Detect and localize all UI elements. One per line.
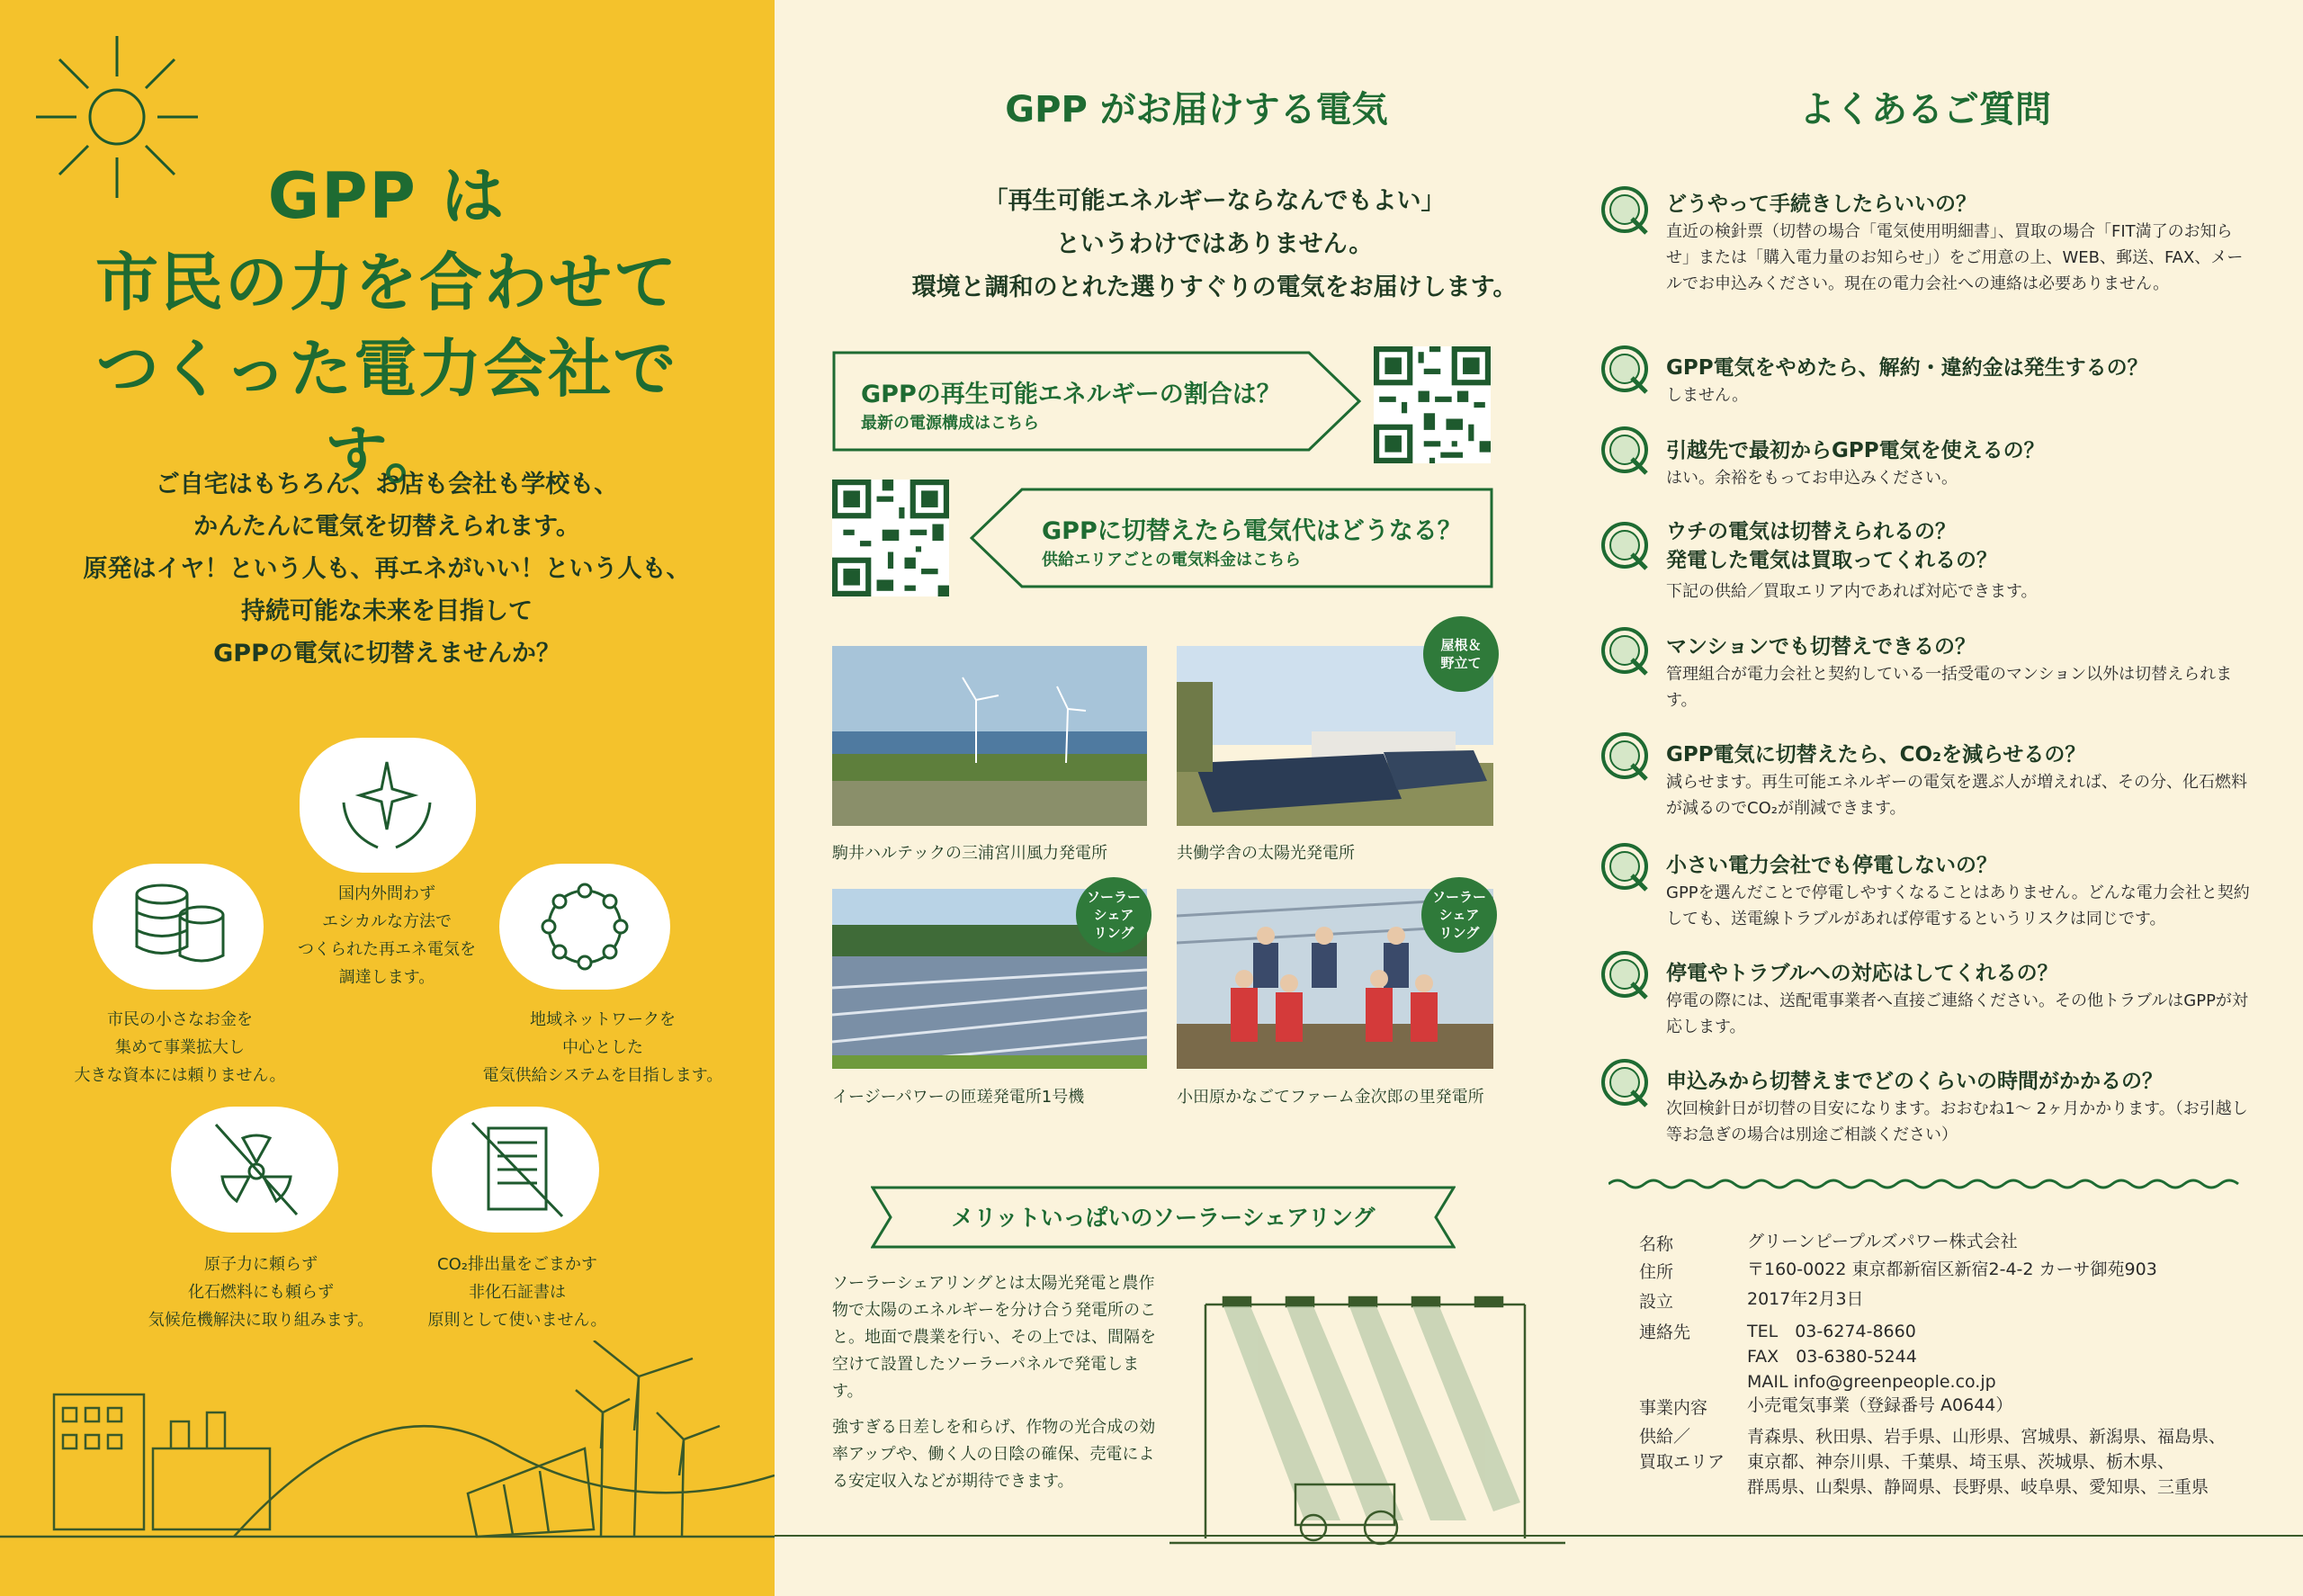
q-icon bbox=[1600, 949, 1653, 1003]
badge-solar-sharing: ソーラー シェア リング bbox=[1421, 877, 1497, 953]
ground-line bbox=[775, 1534, 2303, 1552]
info-label: 設立 bbox=[1639, 1292, 1674, 1312]
photo-caption: 小田原かなごてファーム金次郎の里発電所 bbox=[1177, 1088, 1484, 1107]
faq-answer: はい。余裕をもってお申込みください。 bbox=[1666, 469, 1958, 488]
qr-code-price[interactable] bbox=[832, 480, 949, 596]
q-icon bbox=[1600, 731, 1653, 785]
faq-question: 小さい電力会社でも停電しないの？ bbox=[1666, 854, 1997, 877]
faq-answer: 下記の供給／買取エリア内であれば対応できます。 bbox=[1666, 582, 2038, 601]
feature-text: 市民の小さなお金を 集めて事業拡大し 大きな資本には頼りません。 bbox=[74, 1010, 286, 1085]
info-label: 事業内容 bbox=[1639, 1398, 1708, 1418]
feature-text: CO₂排出量をごまかす 非化石証書は 原則として使いません。 bbox=[427, 1255, 607, 1330]
info-value: 小売電気事業（登録番号 A0644） bbox=[1747, 1395, 2013, 1415]
faq-answer: 次回検針日が切替の目安になります。おおむね1〜 2ヶ月かかります。（お引越し等お急ぎの場合は別途ご相談ください） bbox=[1666, 1099, 2248, 1144]
feature-text: 国内外問わず エシカルな方法で つくられた再エネ電気を 調達します。 bbox=[298, 884, 476, 987]
photo-caption: 駒井ハルテックの三浦宮川風力発電所 bbox=[832, 844, 1107, 863]
faq-question: 申込みから切替えまでどのくらいの時間がかかるの？ bbox=[1666, 1070, 2163, 1093]
faq-answer: GPPを選んだことで停電しやすくなることはありません。どんな電力会社と契約しても、送電線トラブルがあれば停電するというリスクは同じです。 bbox=[1666, 883, 2250, 928]
area-value: 青森県、秋田県、岩手県、山形県、宮城県、新潟県、福島県、 東京都、神奈川県、千葉県、埼玉県、茨城県、栃木県、 群馬県、山梨県、静岡県、長野県、岐阜県、愛知県、三重県 bbox=[1747, 1427, 2227, 1497]
solar-sharing-illustration bbox=[1169, 1287, 1565, 1556]
no-nuclear-icon bbox=[202, 1116, 310, 1224]
faq-question: GPP電気に切替えたら、CO₂を減らせるの？ bbox=[1666, 743, 2086, 767]
coins-stack-icon bbox=[126, 874, 234, 973]
left-panel bbox=[0, 0, 775, 1596]
network-ring-icon bbox=[531, 873, 639, 981]
q-icon bbox=[1600, 625, 1653, 679]
faq-answer: 直近の検針票（切替の場合「電気使用明細書」、買取の場合「FIT満了のお知らせ」または「購入電力量のお知らせ」）をご用意の上、WEB、郵送、FAX、メールでお申込みください。現在の電力会社への連絡は必要ありません。 bbox=[1666, 222, 2244, 293]
no-certificate-icon bbox=[463, 1116, 571, 1224]
landscape-illustration bbox=[0, 1340, 775, 1596]
price-sub: 供給エリアごとの電気料金はこちら bbox=[1042, 551, 1301, 569]
section-title-faq: よくあるご質問 bbox=[1799, 89, 2051, 130]
energy-mix-title: GPPの再生可能エネルギーの割合は？ bbox=[861, 381, 1281, 408]
faq-answer: 管理組合が電力会社と契約している一括受電のマンション以外は切替えられます。 bbox=[1666, 665, 2233, 710]
feature-text: 原子力に頼らず 化石燃料にも頼らず 気候危機解決に取り組みます。 bbox=[148, 1255, 374, 1330]
q-icon bbox=[1600, 344, 1653, 398]
feature-text: 地域ネットワークを 中心とした 電気供給システムを目指します。 bbox=[482, 1010, 723, 1085]
solar-banner-title: メリットいっぱいのソーラーシェアリング bbox=[951, 1205, 1376, 1231]
faq-question: GPP電気をやめたら、解約・違約金は発生するの？ bbox=[1666, 356, 2148, 380]
contact-value: TEL 03-6274-8660 FAX 03-6380-5244 MAIL info@greenpeople.co.jp bbox=[1747, 1322, 1996, 1392]
info-value: グリーンピープルズパワー株式会社 bbox=[1747, 1232, 2018, 1251]
q-icon bbox=[1600, 841, 1653, 895]
faq-answer: 減らせます。再生可能エネルギーの電気を選ぶ人が増えれば、その分、化石燃料が減るのでCO₂が削減できます。 bbox=[1666, 773, 2248, 818]
info-value: 〒160-0022 東京都新宿区新宿2-4-2 カーサ御苑903 bbox=[1747, 1260, 2157, 1279]
hands-sparkle-icon bbox=[333, 749, 441, 856]
info-label: 名称 bbox=[1639, 1234, 1674, 1254]
info-label: 住所 bbox=[1639, 1262, 1674, 1282]
main-headline: GPP は 市民の力を合わせて つくった電力会社です。 bbox=[95, 159, 678, 492]
photo-caption: 共働学舎の太陽光発電所 bbox=[1177, 844, 1355, 863]
faq-question: マンションでも切替えできるの？ bbox=[1666, 635, 1976, 659]
badge-roof-ground: 屋根＆ 野立て bbox=[1423, 616, 1499, 692]
wavy-divider bbox=[1609, 1177, 2247, 1191]
energy-mix-sub: 最新の電源構成はこちら bbox=[861, 414, 1039, 433]
badge-solar-sharing: ソーラー シェア リング bbox=[1076, 877, 1152, 953]
qr-code-energy-mix[interactable] bbox=[1374, 346, 1491, 463]
info-label: 連絡先 bbox=[1639, 1323, 1691, 1342]
price-link[interactable] bbox=[970, 488, 1492, 588]
info-label: 供給／ 買取エリア bbox=[1639, 1427, 1725, 1472]
energy-mix-link[interactable] bbox=[832, 351, 1354, 452]
faq-answer: しません。 bbox=[1666, 386, 1749, 405]
q-icon bbox=[1600, 520, 1653, 574]
price-title: GPPに切替えたら電気代はどうなる？ bbox=[1042, 517, 1462, 545]
faq-question: 引越先で最初からGPP電気を使えるの？ bbox=[1666, 439, 2045, 462]
faq-question: どうやって手続きしたらいいの？ bbox=[1666, 193, 1976, 216]
intro-text: ご自宅はもちろん、お店も会社も学校も、 かんたんに電気を切替えられます。 原発はイヤ！という人も、再エネがいい！という人も、 持続可能な未来を目指して GPPの電気に切替えませんか？ bbox=[83, 471, 691, 668]
faq-answer: 停電の際には、送配電事業者へ直接ご連絡ください。その他トラブルはGPPが対応します。 bbox=[1666, 991, 2248, 1036]
faq-question: ウチの電気は切替えられるの？ 発電した電気は買取ってくれるの？ bbox=[1666, 520, 1997, 572]
solar-sharing-text: ソーラーシェアリングとは太陽光発電と農作物で太陽のエネルギーを分け合う発電所のこと。地面で農業を行い、その上では、間隔を空けて設置したソーラーパネルで発電します。 強すぎる日差しを和らげ、作物の光合成の効率アップや、働く人の日陰の確保、売電による安定収入などが期待できます。 bbox=[832, 1274, 1156, 1491]
q-icon bbox=[1600, 1057, 1653, 1111]
q-icon bbox=[1600, 425, 1653, 479]
photo-caption: イージーパワーの匝瑳発電所1号機 bbox=[832, 1088, 1085, 1107]
q-icon bbox=[1600, 184, 1653, 238]
info-value: 2017年2月3日 bbox=[1747, 1289, 1864, 1309]
faq-question: 停電やトラブルへの対応はしてくれるの？ bbox=[1666, 962, 2058, 985]
lead-text: 「再生可能エネルギーならなんでもよい」 というわけではありません。 環境と調和のとれた選りすぐりの電気をお届けします。 bbox=[911, 187, 1518, 301]
section-title-electricity: GPP がお届けする電気 bbox=[1005, 89, 1388, 130]
photo-wind-farm bbox=[832, 646, 1147, 826]
